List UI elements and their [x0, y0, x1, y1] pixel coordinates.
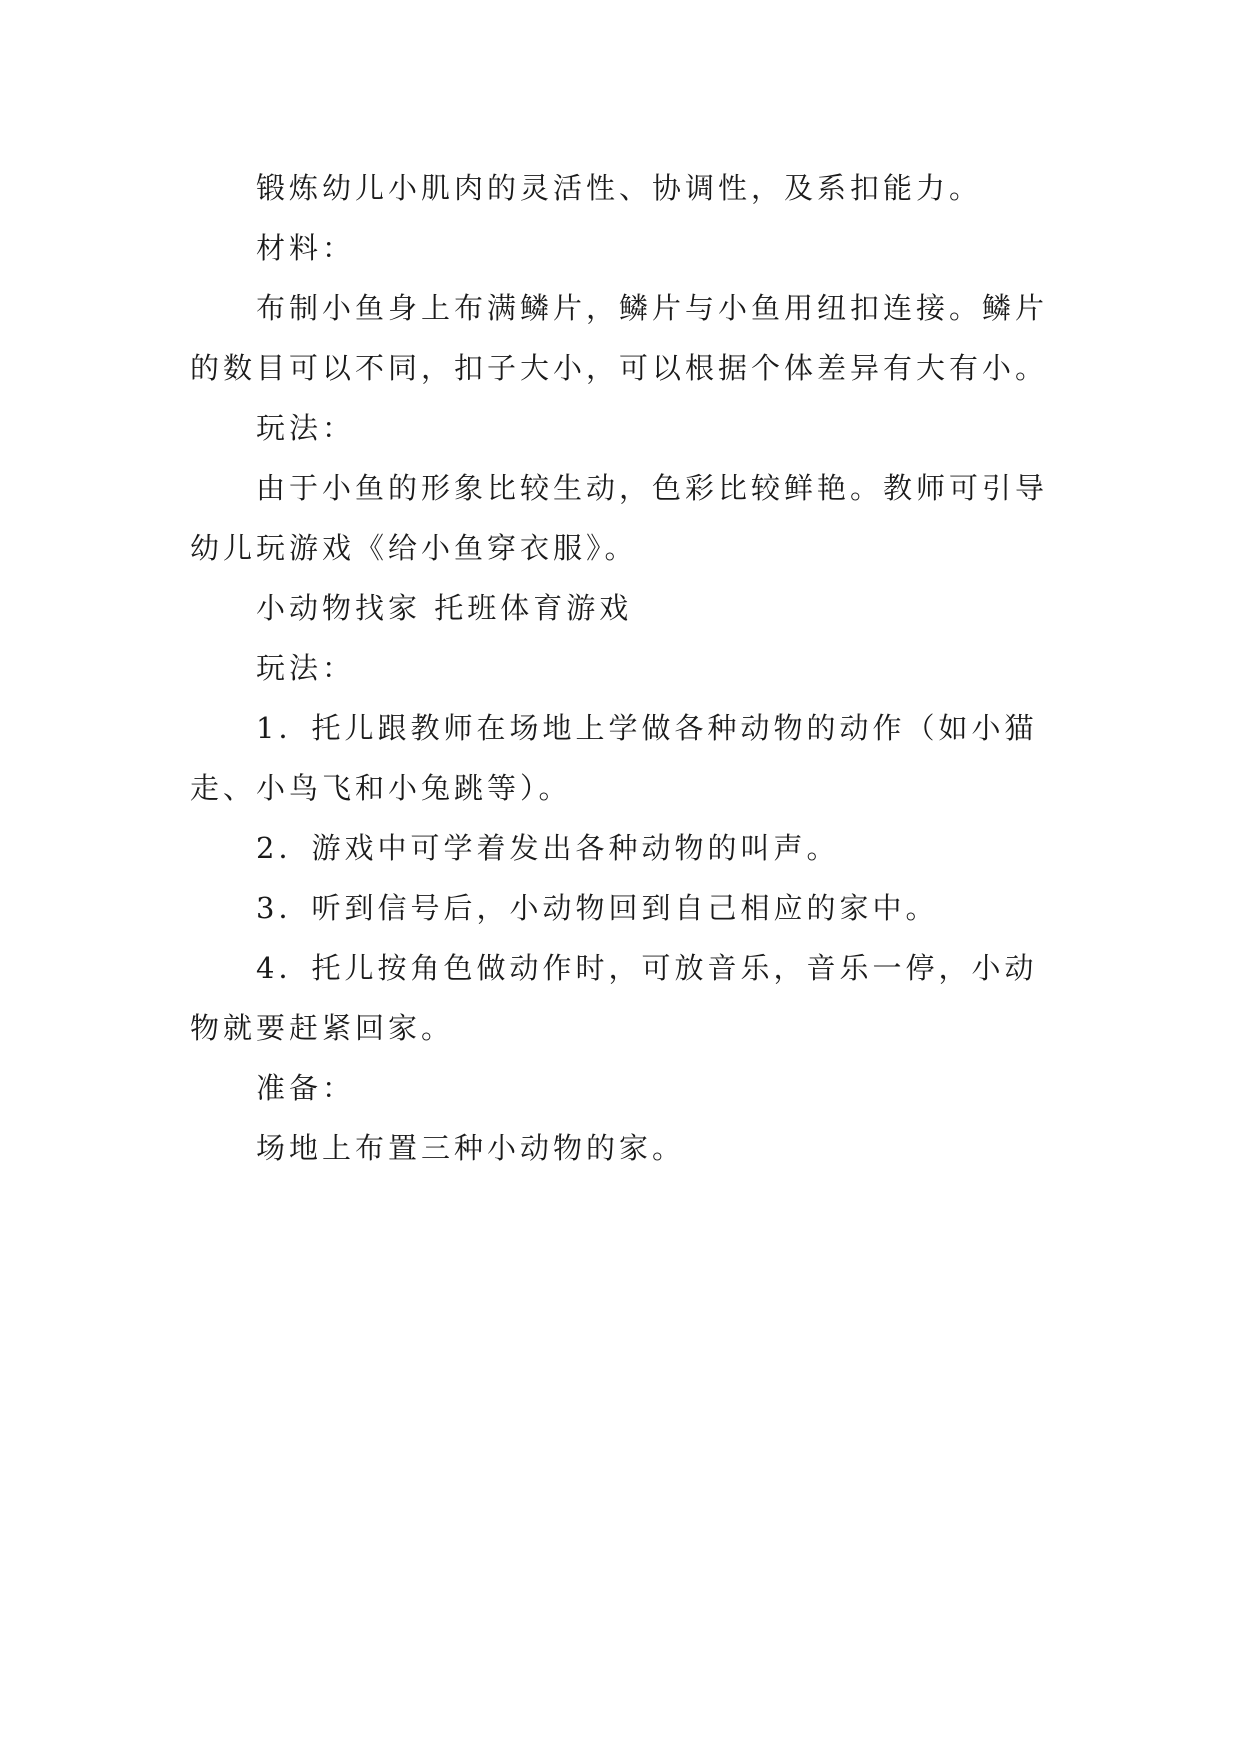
- list-item-2: 2．游戏中可学着发出各种动物的叫声。: [256, 831, 840, 865]
- list-item-4: 4．托儿按角色做动作时，可放音乐，音乐一停，小动物就要赶紧回家。: [190, 951, 1038, 1045]
- paragraph-preparation: 场地上布置三种小动物的家。: [256, 1131, 686, 1165]
- heading-preparation: 准备：: [256, 1071, 356, 1105]
- document-body: [190, 158, 1070, 1178]
- paragraph-gameplay: 由于小鱼的形象比较生动，色彩比较鲜艳。教师可引导幼儿玩游戏《给小鱼穿衣服》。: [190, 471, 1049, 565]
- list-item-1: 1．托儿跟教师在场地上学做各种动物的动作（如小猫走、小鸟飞和小兔跳等）。: [190, 711, 1038, 805]
- section-title: 小动物找家 托班体育游戏: [256, 591, 633, 625]
- paragraph-goal: 锻炼幼儿小肌肉的灵活性、协调性，及系扣能力。: [256, 171, 983, 205]
- heading-gameplay-2: 玩法：: [256, 651, 356, 685]
- list-item-3: 3．听到信号后，小动物回到自己相应的家中。: [256, 891, 939, 925]
- heading-gameplay: 玩法：: [256, 411, 356, 445]
- paragraph-materials: 布制小鱼身上布满鳞片，鳞片与小鱼用纽扣连接。鳞片的数目可以不同，扣子大小，可以根据个体差异有大有小。: [190, 291, 1049, 385]
- heading-materials: 材料：: [256, 231, 356, 265]
